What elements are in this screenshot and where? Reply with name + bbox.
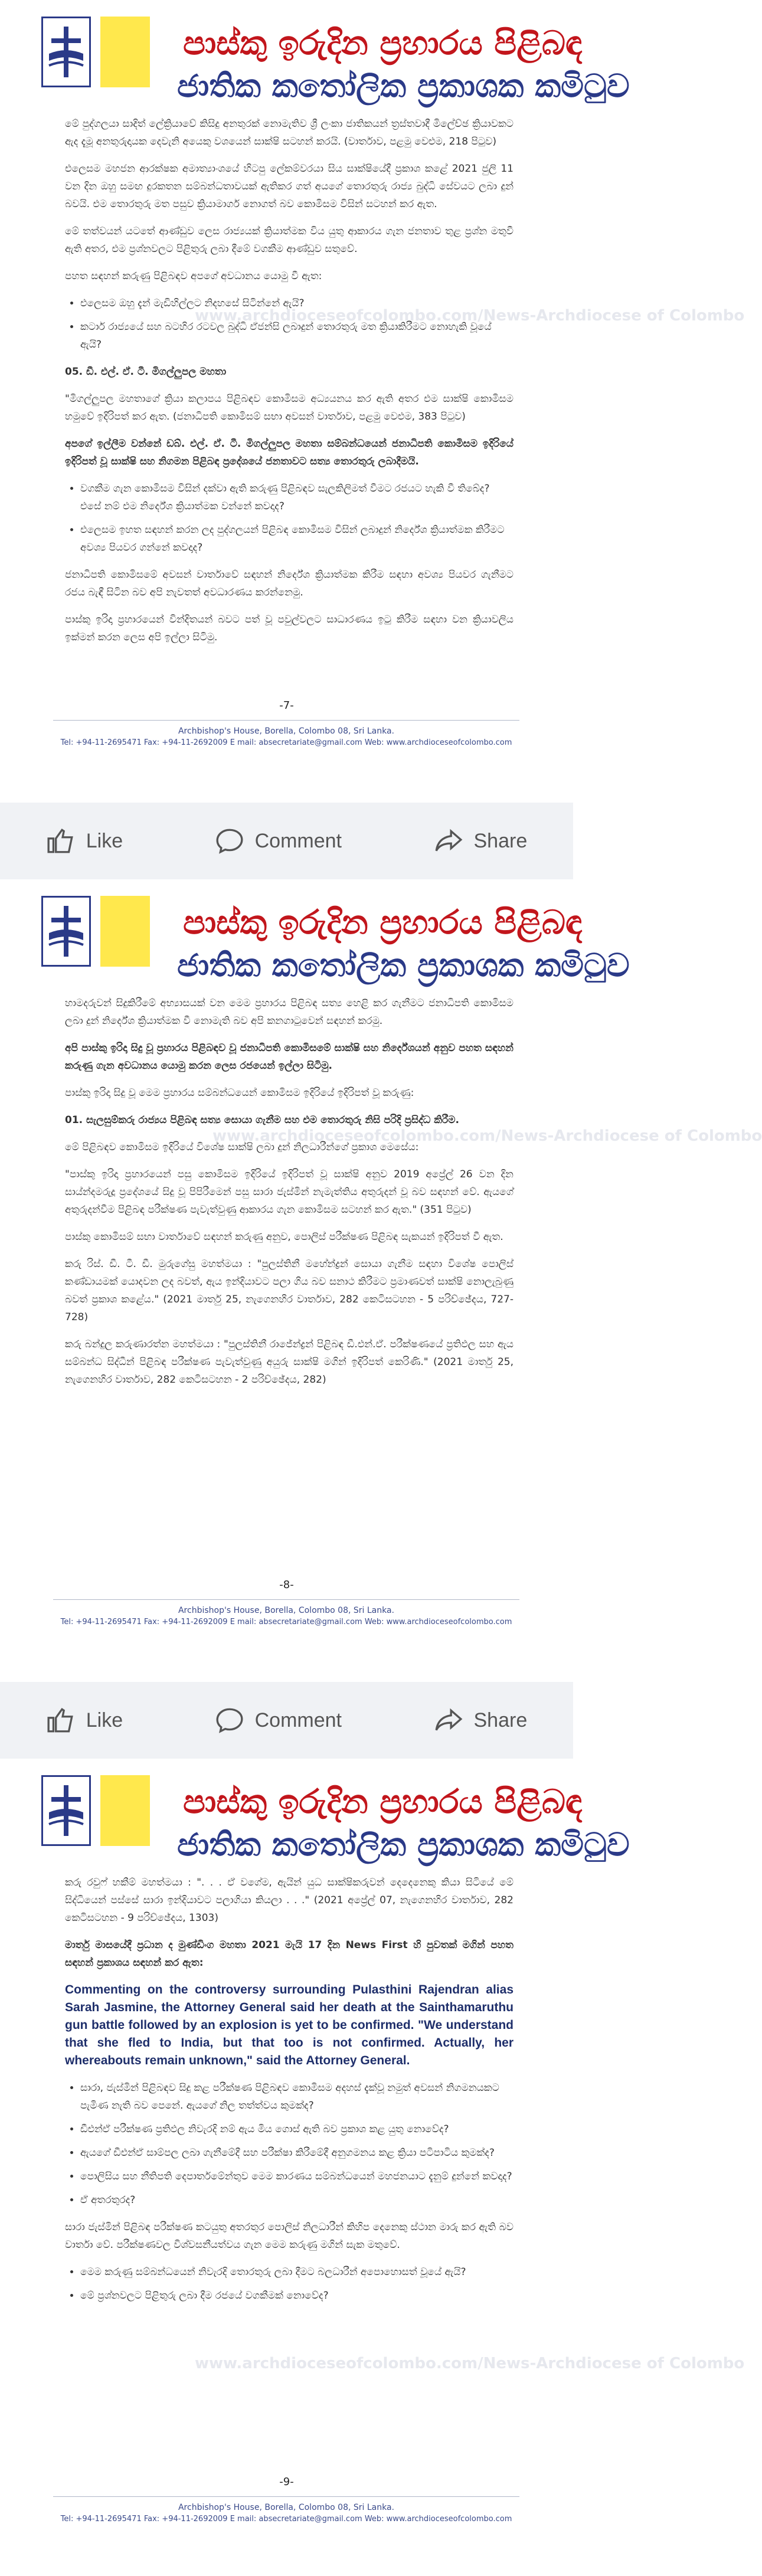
list-item: • එලෙසම ඉහත සඳහන් කරන ලද පුද්ගලයන් පිළිබඳ කොමිසම විසින් ලබාදුන් නිර්දේශ ක්‍රියාත්මක කිරීමට අවශ්‍ය පියවර ගන්නේ කවදාද? — [80, 521, 514, 557]
footer-contact: Tel: +94-11-2695471 Fax: +94-11-2692009 E mail: absecretariate@gmail.com Web: www.archdioceseofcolombo.com — [60, 2515, 512, 2523]
section-heading: 05. ඩී. එල්. ඒ. ටී. මිගල්ලුපල මහතා — [65, 366, 227, 378]
page-number: -8- — [279, 1579, 294, 1591]
paragraph: මේ පිළිබඳව කොමිසම ඉදිරියේ විශේෂ සාක්ෂි ලබා දුන් නිලධාරීන්ගේ ප්‍රකාශ මෙසේය: — [65, 1141, 419, 1153]
page-footer — [53, 2496, 519, 2523]
list-item: • ඒ අතරතුරද? — [80, 2191, 514, 2209]
comment-button[interactable] — [215, 1706, 342, 1735]
header-title-line2: ජාතික කතෝලික ප්‍රකාශක කමිටුව — [177, 67, 630, 104]
document-page-7 — [0, 0, 745, 803]
watermark: www.archdioceseofcolombo.com/News-Archdiocese of Colombo — [212, 1127, 762, 1145]
like-label: Like — [86, 1708, 123, 1731]
comment-label: Comment — [254, 829, 342, 852]
comment-button[interactable] — [215, 826, 342, 856]
list-item: • කටාර් රාජ්‍යයේ සහ බටහිර රටවල බුද්ධි ඒජන්සි ලබාදුන් තොරතුරු මත ක්‍රියාකිරීමට නොහැකි වූයේ ඇයි? — [80, 318, 514, 353]
header-title-line2: ජාතික කතෝලික ප්‍රකාශක කමිටුව — [177, 946, 630, 984]
comment-icon — [215, 1706, 244, 1735]
share-label: Share — [473, 1708, 528, 1731]
comment-icon — [215, 826, 244, 856]
vatican-flag — [100, 896, 150, 967]
footer-contact: Tel: +94-11-2695471 Fax: +94-11-2692009 E mail: absecretariate@gmail.com Web: www.archdioceseofcolombo.com — [60, 1618, 512, 1626]
list-item: • ඩීඑන්ඒ පරීක්ෂණ ප්‍රතිඵල නිවැරදි නම් ඇය මිය ගොස් ඇති බව ප්‍රකාශ කළ යුතු නොවේද? — [80, 2120, 514, 2138]
like-button[interactable] — [46, 826, 123, 856]
header-title-line1: පාස්කු ඉරුදින ප්‍රහාරය පිළිබඳ — [183, 24, 583, 63]
archdiocese-logo — [41, 896, 91, 967]
archdiocese-logo — [41, 17, 91, 87]
header-title-line1: පාස්කු ඉරුදින ප්‍රහාරය පිළිබඳ — [183, 1782, 583, 1821]
list-item: • ඇයගේ ඩීඑන්ඒ සාම්පල ලබා ගැනීමේදී සහ පරීක්ෂා කිරීමේදී අනුගමනය කළ ක්‍රියා පටිපාටිය කුමක්ද? — [80, 2144, 514, 2162]
section-heading: 01. සැලසුම්කරු රාජ්‍යය පිළිබඳ සත්‍ය සොයා ගැනීම සහ එම තොරතුරු නිසි පරිදි ප්‍රසිද්ධ කිරීම. — [65, 1114, 459, 1126]
bullet-list — [65, 480, 514, 557]
list-item: • මේ ප්‍රශ්නවලට පිළිතුරු ලබා දීම රජයේ වගකීමක් නොවේද? — [80, 2287, 514, 2305]
paragraph: අපි පාස්කු ඉරිදා සිදු වූ ප්‍රහාරය පිළිබඳව වූ ජනාධිපති කොමිසමේ සාක්ෂි සහ නිර්දේශයන් අනුව පහත සඳහන් කරුණු ගැන අවධානය යොමු කරන ලෙස රජයෙන් ඉල්ලා සිටිමු. — [65, 1042, 514, 1072]
list-item: • එලෙසම ඔහු දැන් මැඩිහිල්ලට නිදහසේ සිටින්නේ ඇයි? — [80, 294, 514, 312]
paragraph: එලෙසම මහජන ආරක්ෂක අමාත්‍යාංශයේ හිටපු ලේකම්වරයා සිය සාක්ෂියේදී ප්‍රකාශ කළේ 2021 ජුලි 11 වන දින ඔහු සමඟ දුරකතන සම්බන්ධතාවයක් ඇතිකර ගත් අයගේ තොරතුරු රාජ්‍ය බුද්ධි සේවයට ලබා දුන් බවයි. එම තොරතුරු මත පසුව ක්‍රියාමාර්ග නොගත් බව කොමිසම විසින් සටහන් කර ඇත. — [65, 163, 514, 210]
list-item: • සාරා, ජැස්මින් පිළිබඳව සිදු කළ පරීක්ෂණ පිළිබඳව කොමිසම අදහස් දැක්වූ නමුත් අවසන් නිගමනයකට පැමිණ නැති බව පෙනේ. ඇයගේ නිල තත්ත්වය කුමක්ද? — [80, 2079, 514, 2115]
paragraph: පාස්කු ඉරිදා සිදු වූ මෙම ප්‍රහාරය සම්බන්ධයෙන් කොමිසම ඉදිරියේ ඉදිරිපත් වූ කරුණු: — [65, 1087, 414, 1099]
document-page-8 — [0, 879, 762, 1682]
archdiocese-logo — [41, 1775, 91, 1846]
paragraph: අපගේ ඉල්ලීම වන්නේ ඩබ්. එල්. ඒ. ටී. මිගල්ලුපල මහතා සම්බන්ධයෙන් ජනාධිපති කොමිසම ඉදිරියේ ඉදිරිපත් වූ සාක්ෂි සහ නිගමන පිළිබඳ ප්‍රදේශයේ ජනතාවට සත්‍ය තොරතුරු ලබාදීමයි. — [65, 438, 514, 467]
footer-address: Archbishop's House, Borella, Colombo 08, Sri Lanka. — [178, 2503, 395, 2512]
paragraph: මේ පුද්ගලයා සාදිත් ලේක්‍රියාවේ කිසිදු අනතුරක් නොමැතිව ශ්‍රී ලංකා ජාතිකයන් ත්‍රස්තවාදී මිලේච්ඡ ක්‍රියාවකට ඇද දැමූ අනතුරුදායක දෙවැනි අයෙකු වශයෙන් සාක්ෂි සටහන් කරයි. (වාර්තාව, පළමු වෙළුම, 218 පිටුව) — [65, 118, 514, 148]
footer-address: Archbishop's House, Borella, Colombo 08, Sri Lanka. — [178, 726, 395, 736]
header-title-line1: පාස්කු ඉරුදින ප්‍රහාරය පිළිබඳ — [183, 903, 583, 942]
share-icon — [434, 1706, 463, 1735]
document-page-9 — [0, 1759, 745, 2576]
paragraph: "මිගල්ලුපල මහතාගේ ක්‍රියා කලාපය පිළිබඳව කොමිසම අධ්‍යයනය කර ඇති අතර එම සාක්ෂි කොමිසම හමුවේ ඉදිරිපත් කර ඇත. (ජනාධිපති කොමිසම් සභා අවසන් වාර්තාව, පළමු වෙළුම, 383 පිටුව) — [65, 393, 514, 423]
share-icon — [434, 826, 463, 856]
page-header — [24, 11, 630, 104]
like-label: Like — [86, 829, 123, 852]
like-button[interactable] — [46, 1706, 123, 1735]
english-quote: Commenting on the controversy surrounding Pulasthini Rajendran alias Sarah Jasmine, the Attorney General said her death at the Sainthamaruthu gun battle followed by an explosion is yet to be confirmed. "We understand that she fled to India, but that too is not confirmed. Actually, her whereabouts remain unknown," said the Attorney General. — [65, 1983, 514, 2067]
thumbs-up-icon — [46, 826, 76, 856]
page-header — [24, 1769, 630, 1863]
page-header — [24, 890, 630, 984]
page-body — [65, 1874, 514, 2314]
paragraph: "පාස්කු ඉරිදා ප්‍රහාරයෙන් පසු කොමිසම ඉදිරියේ ඉදිරිපත් වූ සාක්ෂි අනුව 2019 අප්‍රේල් 26 වන දින සාය්න්දමරුදූ ප්‍රදේශයේ සිදු වූ පිපිරීමෙන් පසු සාරා ජැස්මින් නැමැත්තිය අතුරුදන් වූ බව සඳහන් වේ. ඇයගේ අතුරුදන්වීම පිළිබඳ පරීක්ෂණ පැවැත්වුණු ආකාරය ගැන කොමිසම සටහන් කර ඇත." (351 පිටුව) — [65, 1168, 514, 1216]
watermark: www.archdioceseofcolombo.com/News-Archdiocese of Colombo — [195, 307, 745, 325]
page-body — [65, 115, 514, 656]
paragraph: පාස්කු ඉරිදා ප්‍රහාරයෙන් වින්දිතයන් බවට පත් වූ පවුල්වලට සාධාරණය ඉටු කිරීම සඳහා වන ක්‍රියාවලිය ඉක්මන් කරන ලෙස අපි ඉල්ලා සිටිමු. — [65, 614, 514, 643]
cross-emblem-icon — [43, 1777, 89, 1844]
list-item: • මෙම කරුණු සම්බන්ධයෙන් නිවැරදි තොරතුරු ලබා දීමට බලධාරීන් අපොහොසත් වූයේ ඇයි? — [80, 2263, 514, 2281]
page-footer — [53, 1599, 519, 1626]
vatican-flag — [100, 17, 150, 87]
page-body — [65, 994, 514, 1398]
page-number: -9- — [279, 2476, 294, 2488]
paragraph: මේ තත්වයන් යටතේ ආණ්ඩුව ලෙස රාජ්‍යයක් ක්‍රියාත්මක විය යුතු ආකාරය ගැන ජනතාව තුළ ප්‍රශ්න මතුවී ඇති අතර, එම ප්‍රශ්නවලට පිළිතුරු ලබා දීමේ වගකීම ආණ්ඩුව සතුවේ. — [65, 225, 514, 255]
bullet-list — [65, 2263, 514, 2305]
share-label: Share — [473, 829, 528, 852]
comment-label: Comment — [254, 1708, 342, 1731]
cross-emblem-icon — [43, 898, 89, 965]
watermark: www.archdioceseofcolombo.com/News-Archdiocese of Colombo — [195, 2355, 745, 2372]
post-actions-bar — [0, 1682, 573, 1759]
page-number: -7- — [279, 699, 294, 712]
vatican-flag — [100, 1775, 150, 1846]
bullet-list — [65, 294, 514, 353]
list-item: • වගකීම ගැන කොමිසම විසින් දක්වා ඇති කරුණු පිළිබඳව සැලකිලිමත් වීමට රජයට හැකි වී තිබේද? එසේ නම් එම නිර්දේශ ක්‍රියාත්මක වන්නේ කවදාද? — [80, 480, 514, 515]
share-button[interactable] — [434, 1706, 528, 1735]
page-footer — [53, 720, 519, 747]
post-actions-bar — [0, 803, 573, 879]
quote: කරු රිස්. ඩී. ටී. ඩී. මුරුගේසු මහත්මයා : "පුලස්තිනී මහේන්ද්‍රන් සොයා ගැනීම සඳහා විශේෂ පොලිස් කණ්ඩායමක් යොදවන ලද බවත්, ඇය ඉන්දියාවට පලා ගිය බව සනාථ කිරීමට ප්‍රමාණවත් සාක්ෂි නොලැබුණු බවත් ප්‍රකාශ කළේය." (2021 මාර්තු 25, නැගෙනහිර වාර්තාව, 282 කෙටිසටහන - 5 පරිච්ඡේදය, 727-728) — [65, 1258, 514, 1323]
quote: කරු බන්දුල කරුණාරත්න මහත්මයා : "පුලස්තිනී රාජේන්ද්‍රන් පිළිබඳ ඩී.එන්.ඒ. පරීක්ෂණයේ ප්‍රතිඵල සහ ඇය සම්බන්ධ සිද්ධීන් පිළිබඳ පරීක්ෂණ පැවැත්වුණු අයුරු සාක්ෂි මගින් ඉදිරිපත් කෙරිණි." (2021 මාර්තු 25, නැගෙනහිර වාර්තාව, 282 කෙටිසටහන - 2 පරිච්ඡේදය, 282) — [65, 1338, 514, 1386]
paragraph: මාර්තු මාසයේදී ප්‍රධාන ද මුණ්ඩිංග මහතා 2021 මැයි 17 දින News First හි පුවතක් මගින් පහත සඳහන් ප්‍රකාශය සඳහන් කර ඇත: — [65, 1939, 514, 1969]
cross-emblem-icon — [43, 18, 89, 86]
paragraph: කරු රවුෆ් හකීම් මහත්මයා : ". . . ඒ වගේම, ඇයින් යුධ සාක්ෂිකරුවන් දෙදෙනෙකු කියා සිටියේ මේ සිද්ධියෙන් පස්සේ සාරා ඉන්දියාවට පලාගියා කියලා . . ." (2021 අප්‍රේල් 07, නැගෙනහිර වාර්තාව, 282 කෙටිසටහන - 9 පරිච්ඡේදය, 1303) — [65, 1877, 514, 1924]
header-title-line2: ජාතික කතෝලික ප්‍රකාශක කමිටුව — [177, 1825, 630, 1863]
footer-address: Archbishop's House, Borella, Colombo 08, Sri Lanka. — [178, 1606, 395, 1615]
bullet-list — [65, 2079, 514, 2209]
paragraph: ජනාධිපති කොමිසමේ අවසන් වාර්තාවේ සඳහන් නිර්දේශ ක්‍රියාත්මක කිරීම සඳහා අවශ්‍ය පියවර ගැනීමට රජය බැඳී සිටින බව අපි නැවතත් අවධාරණය කරන්නෙමු. — [65, 569, 514, 598]
thumbs-up-icon — [46, 1706, 76, 1735]
paragraph: පාස්කු කොමිසම් සභා වාර්තාවේ සඳහන් කරුණු අනුව, පොලිස් පරීක්ෂණ පිළිබඳ සැකයන් ඉදිරිපත් වී ඇත. — [65, 1231, 503, 1243]
paragraph: හාමදරුවන් සිදුකිරීමේ අභ්‍යාසයක් වන මෙම ප්‍රහාරය පිළිබඳ සත්‍ය හෙළි කර ගැනීමට ජනාධිපති කොමිසම ලබා දුන් නිර්දේශ ක්‍රියාත්මක වී නොමැති බව අපි කනගාටුවෙන් සඳහන් කරමු. — [65, 997, 514, 1027]
share-button[interactable] — [434, 826, 528, 856]
paragraph: පහත සඳහන් කරුණු පිළිබඳව අපගේ අවධානය යොමු වී ඇත: — [65, 270, 322, 282]
footer-contact: Tel: +94-11-2695471 Fax: +94-11-2692009 E mail: absecretariate@gmail.com Web: www.archdioceseofcolombo.com — [60, 738, 512, 747]
list-item: • පොලිසිය සහ නීතිපති දෙපාර්තමේන්තුව මෙම කාරණය සම්බන්ධයෙන් මහජනයාට දැනුම් දුන්නේ කවදාද? — [80, 2168, 514, 2185]
paragraph: සාරා ජැස්මින් පිළිබඳ පරීක්ෂණ කටයුතු අතරතුර පොලිස් නිලධාරීන් කිහිප දෙනෙකු ස්ථාන මාරු කර ඇති බව වාර්තා වේ. පරීක්ෂණවල විශ්වසනීයත්වය ගැන මෙම කරුණු මගින් සැක මතුවේ. — [65, 2221, 514, 2251]
